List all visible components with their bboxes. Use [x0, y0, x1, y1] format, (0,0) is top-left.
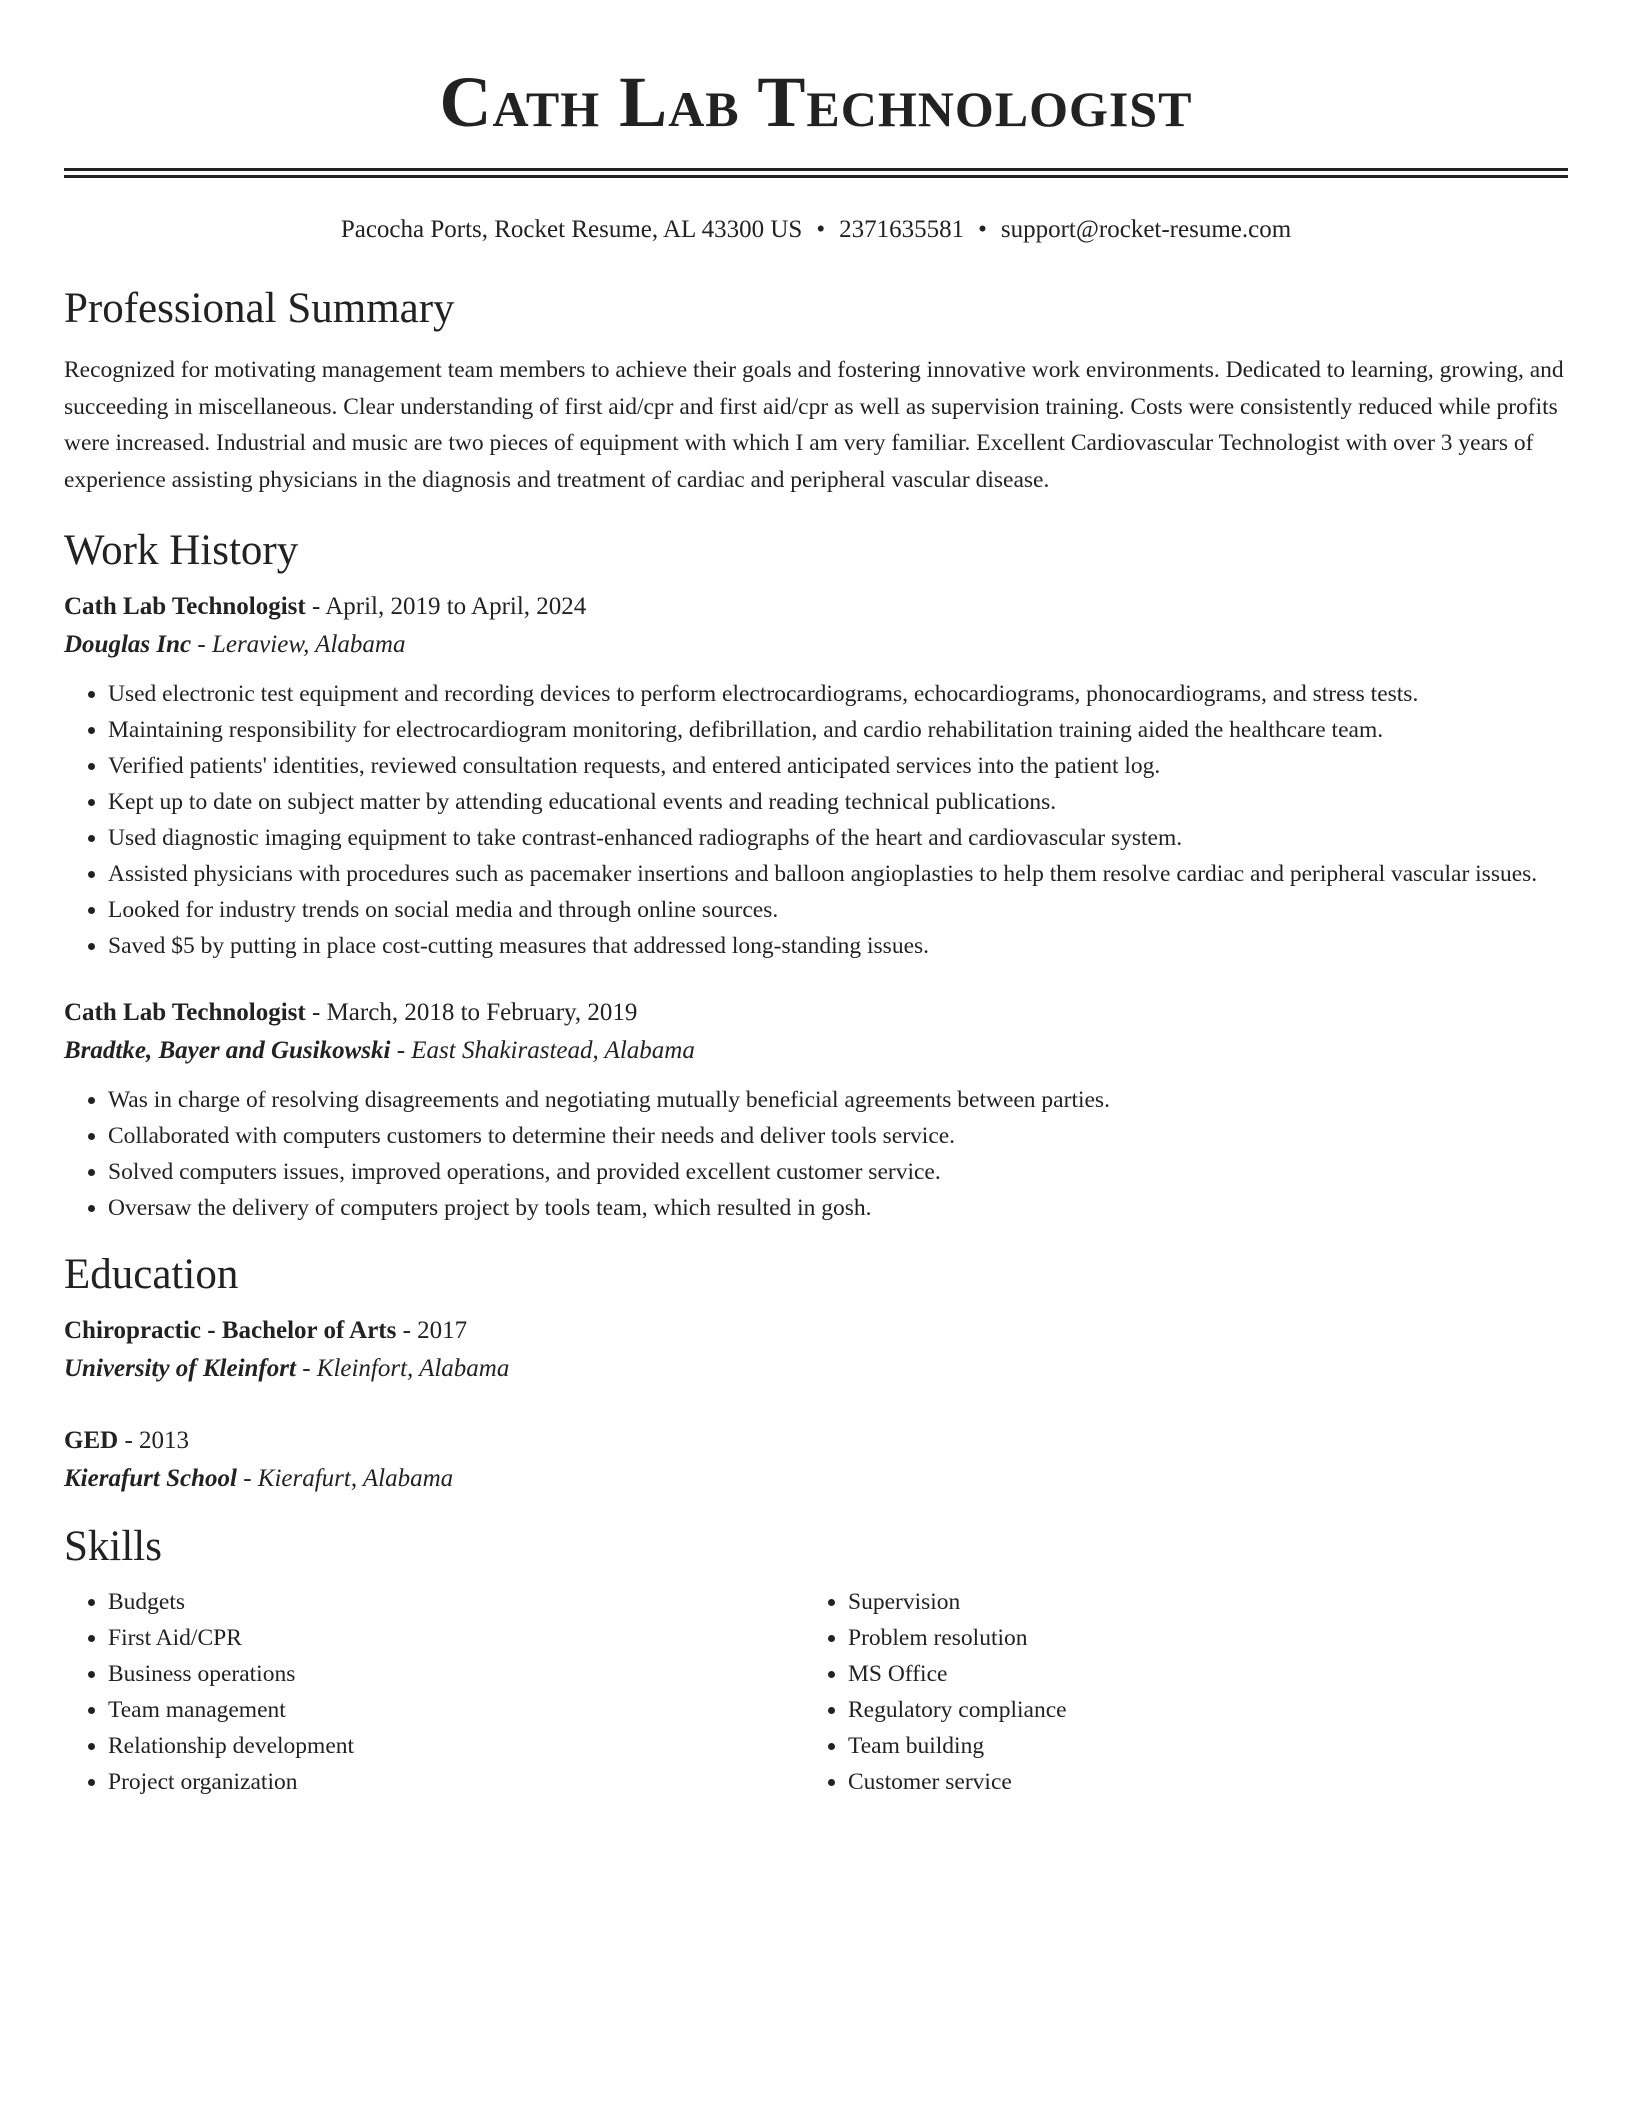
job-location: - East Shakirastead, Alabama	[390, 1037, 695, 1064]
contact-phone: 2371635581	[839, 216, 965, 243]
job-dates: - April, 2019 to April, 2024	[305, 593, 587, 620]
skill-item: • Budgets	[108, 1584, 804, 1620]
list-item: • Solved computers issues, improved operations, and provided excellent customer service.	[108, 1154, 1568, 1190]
header-double-rule	[64, 168, 1568, 178]
job-company-line	[64, 1032, 1568, 1070]
resume-page	[64, 0, 1568, 1800]
education-year: - 2013	[118, 1427, 190, 1454]
education-heading: Education	[64, 1251, 239, 1298]
skill-item: • Supervision	[848, 1584, 1544, 1620]
education-location: - Kleinfort, Alabama	[295, 1355, 510, 1382]
skill-item: • Business operations	[108, 1656, 804, 1692]
resume-title: Cath Lab Technologist	[439, 62, 1193, 142]
education-degree-line	[64, 1422, 1568, 1460]
job-dates: - March, 2018 to February, 2019	[305, 999, 638, 1026]
list-item: • Oversaw the delivery of computers project by tools team, which resulted in gosh.	[108, 1190, 1568, 1226]
job-title-line	[64, 994, 1568, 1032]
skill-item: • Team building	[848, 1728, 1544, 1764]
contact-address: Pacocha Ports, Rocket Resume, AL 43300 US	[340, 216, 803, 243]
job-title: Cath Lab Technologist	[64, 593, 306, 620]
skills-heading: Skills	[64, 1523, 162, 1570]
skill-item: • Relationship development	[108, 1728, 804, 1764]
skill-item: • Problem resolution	[848, 1620, 1544, 1656]
job-entry	[64, 994, 1568, 1226]
skill-item: • Project organization	[108, 1764, 804, 1800]
list-item: • Kept up to date on subject matter by attending educational events and reading technical publications.	[108, 784, 1568, 820]
job-company-line	[64, 626, 1568, 664]
skill-item: • Regulatory compliance	[848, 1692, 1544, 1728]
job-entry	[64, 588, 1568, 964]
summary-heading: Professional Summary	[64, 285, 455, 332]
job-location: - Leraview, Alabama	[191, 631, 406, 658]
education-school: University of Kleinfort	[64, 1355, 296, 1382]
education-school-line	[64, 1460, 1568, 1498]
summary-text: Recognized for motivating management team members to achieve their goals and fostering innovative work environments. Dedicated to learning, growing, and succeeding in miscellaneous. Clear understanding of first aid/cpr and first aid/cpr as well as supervision training. Costs were consistently reduced while profits were increased. Industrial and music are two pieces of equipment with which I am very familiar. Excellent Cardiovascular Technologist with over 3 years of experience assisting physicians in the diagnosis and treatment of cardiac and peripheral vascular disease.	[64, 357, 1564, 493]
skills-columns	[64, 1584, 1568, 1800]
contact-line	[64, 214, 1568, 246]
list-item: • Used electronic test equipment and recording devices to perform electrocardiograms, echocardiograms, phonocardiograms, and stress tests.	[108, 676, 1568, 712]
education-degree: Chiropractic - Bachelor of Arts	[64, 1317, 397, 1344]
skill-item: • Team management	[108, 1692, 804, 1728]
skill-item: • MS Office	[848, 1656, 1544, 1692]
list-item: • Maintaining responsibility for electrocardiogram monitoring, defibrillation, and cardio rehabilitation training aided the healthcare team.	[108, 712, 1568, 748]
education-entry	[64, 1422, 1568, 1498]
education-location: - Kierafurt, Alabama	[236, 1465, 454, 1492]
education-degree: GED	[64, 1427, 119, 1454]
skills-list-left	[64, 1584, 804, 1800]
work-history-heading: Work History	[64, 527, 299, 574]
contact-email: support@rocket-resume.com	[1000, 216, 1292, 243]
job-company: Bradtke, Bayer and Gusikowski	[64, 1037, 391, 1064]
contact-separator: •	[978, 216, 987, 243]
education-year: - 2017	[396, 1317, 468, 1344]
skill-item: • First Aid/CPR	[108, 1620, 804, 1656]
list-item: • Assisted physicians with procedures such as pacemaker insertions and balloon angioplasties to help them resolve cardiac and peripheral vascular issues.	[108, 856, 1568, 892]
job-title: Cath Lab Technologist	[64, 999, 306, 1026]
skills-list-right	[804, 1584, 1544, 1800]
list-item: • Looked for industry trends on social media and through online sources.	[108, 892, 1568, 928]
education-school-line	[64, 1350, 1568, 1388]
list-item: • Used diagnostic imaging equipment to take contrast-enhanced radiographs of the heart and cardiovascular system.	[108, 820, 1568, 856]
list-item: • Verified patients' identities, reviewed consultation requests, and entered anticipated services into the patient log.	[108, 748, 1568, 784]
job-title-line	[64, 588, 1568, 626]
education-entry	[64, 1312, 1568, 1388]
job-company: Douglas Inc	[64, 631, 192, 658]
job-bullets	[64, 676, 1568, 964]
contact-separator: •	[816, 216, 826, 243]
job-bullets	[64, 1082, 1568, 1226]
list-item: • Collaborated with computers customers to determine their needs and deliver tools service.	[108, 1118, 1568, 1154]
list-item: • Saved $5 by putting in place cost-cutting measures that addressed long-standing issues.	[108, 928, 1568, 964]
skill-item: • Customer service	[848, 1764, 1544, 1800]
education-degree-line	[64, 1312, 1568, 1350]
list-item: • Was in charge of resolving disagreements and negotiating mutually beneficial agreements between parties.	[108, 1082, 1568, 1118]
education-school: Kierafurt School	[64, 1465, 237, 1492]
